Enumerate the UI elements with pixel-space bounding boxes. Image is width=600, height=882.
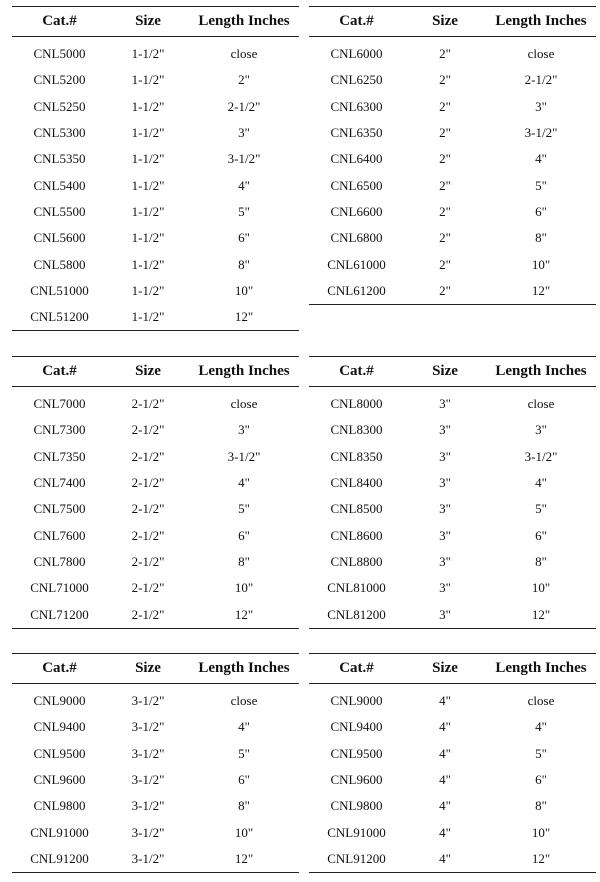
size-cell: 1-1/2" (131, 256, 165, 272)
table-row (12, 741, 299, 767)
size-cell: 1-1/2" (131, 46, 165, 62)
header-row (12, 7, 299, 37)
size-cell: 2-1/2" (107, 601, 189, 628)
header-row (309, 654, 596, 684)
cat-number-cell: CNL9800 (33, 798, 86, 814)
length-inches-cell: 8" (238, 256, 250, 272)
table-row (12, 417, 299, 443)
cat-number-cell: CNL81000 (327, 580, 386, 596)
length-inches-cell: 10" (531, 824, 551, 840)
length-inches-cell: 12" (189, 601, 299, 628)
cat-number-cell: CNL51200 (12, 304, 107, 331)
cat-number-cell: CNL91000 (30, 824, 89, 840)
cat-number-cell: CNL6400 (330, 151, 383, 167)
size-cell: 4" (439, 693, 451, 709)
table-row (12, 793, 299, 819)
length-inches-cell: 3-1/2" (227, 448, 261, 464)
cat-number-cell: CNL71200 (12, 601, 107, 628)
table-row (309, 94, 596, 120)
size-cell: 3-1/2" (131, 719, 165, 735)
table-row (12, 819, 299, 845)
size-cell: 3-1/2" (131, 798, 165, 814)
cat-number-cell: CNL5000 (33, 46, 86, 62)
size-cell: 1-1/2" (131, 282, 165, 298)
length-inches-cell: 3-1/2" (227, 151, 261, 167)
cat-number-cell: CNL8500 (330, 501, 383, 517)
cat-number-cell: CNL5300 (33, 125, 86, 141)
length-inches-cell: 3" (535, 98, 547, 114)
table-row (309, 793, 596, 819)
table-row (309, 601, 596, 628)
table-row (12, 549, 299, 575)
table-row (309, 741, 596, 767)
size-cell: 2-1/2" (131, 580, 165, 596)
size-header: Size (404, 357, 486, 387)
cat-number-cell: CNL5600 (33, 230, 86, 246)
table-row (12, 199, 299, 225)
length-inches-cell: 4" (535, 719, 547, 735)
length-inches-cell: close (230, 396, 258, 412)
length-inches-cell: 3-1/2" (524, 448, 558, 464)
cat-number-cell: CNL9800 (330, 798, 383, 814)
table-row (12, 387, 299, 418)
cat-number-cell: CNL8800 (330, 553, 383, 569)
length-inches-cell: 5" (535, 745, 547, 761)
table-row (309, 767, 596, 793)
size-header: Size (107, 654, 189, 684)
table-row (309, 846, 596, 873)
table-row (309, 684, 596, 715)
length-inches-cell: 6" (535, 203, 547, 219)
cat-number-cell: CNL5250 (33, 98, 86, 114)
cat-number-cell: CNL6350 (330, 125, 383, 141)
cat-number-cell: CNL9500 (330, 745, 383, 761)
cat-number-header: Cat.# (12, 357, 107, 387)
table-row (12, 304, 299, 331)
cat-number-header: Cat.# (309, 7, 404, 37)
cat-number-cell: CNL8300 (330, 422, 383, 438)
nipple-table-4-inch (309, 653, 596, 873)
table-row (12, 601, 299, 628)
cat-number-cell: CNL61000 (327, 256, 386, 272)
length-inches-cell: close (230, 46, 258, 62)
table-row (309, 199, 596, 225)
cat-number-cell: CNL7300 (33, 422, 86, 438)
cat-number-cell: CNL5400 (33, 177, 86, 193)
length-inches-cell: 12" (486, 846, 596, 873)
length-inches-cell: 12" (189, 846, 299, 873)
cat-number-cell: CNL61200 (309, 278, 404, 305)
table-row (12, 37, 299, 68)
table-row (12, 767, 299, 793)
table-row (309, 470, 596, 496)
cat-number-cell: CNL7000 (33, 396, 86, 412)
cat-number-cell: CNL7500 (33, 501, 86, 517)
cat-number-cell: CNL8600 (330, 527, 383, 543)
cat-number-cell: CNL51000 (30, 282, 89, 298)
size-cell: 3-1/2" (131, 772, 165, 788)
table-row (309, 575, 596, 601)
header-row (309, 357, 596, 387)
table-row (309, 549, 596, 575)
table-row (309, 225, 596, 251)
table-row (309, 120, 596, 146)
cat-number-cell: CNL81200 (309, 601, 404, 628)
cat-number-cell: CNL8000 (330, 396, 383, 412)
nipple-table-3-inch (309, 356, 596, 629)
table-row (12, 278, 299, 304)
length-inches-cell: 12" (486, 278, 596, 305)
size-cell: 3" (439, 553, 451, 569)
size-cell: 1-1/2" (131, 203, 165, 219)
size-header: Size (404, 7, 486, 37)
cat-number-cell: CNL5800 (33, 256, 86, 272)
length-inches-cell: close (527, 693, 555, 709)
size-cell: 4" (404, 846, 486, 873)
length-inches-cell: 12" (189, 304, 299, 331)
length-inches-cell: 6" (535, 527, 547, 543)
length-inches-cell: 4" (238, 475, 250, 491)
cat-number-cell: CNL7350 (33, 448, 86, 464)
cat-number-cell: CNL71000 (30, 580, 89, 596)
length-inches-cell: 3-1/2" (524, 125, 558, 141)
table-row (12, 522, 299, 548)
table-row (309, 444, 596, 470)
cat-number-cell: CNL6300 (330, 98, 383, 114)
cat-number-header: Cat.# (12, 7, 107, 37)
length-inches-header: Length Inches (486, 7, 596, 37)
length-inches-cell: 8" (535, 230, 547, 246)
cat-number-cell: CNL8350 (330, 448, 383, 464)
length-inches-header: Length Inches (189, 654, 299, 684)
table-row (309, 146, 596, 172)
size-cell: 2" (439, 203, 451, 219)
length-inches-cell: 12" (486, 601, 596, 628)
size-cell: 1-1/2" (107, 304, 189, 331)
length-inches-cell: 3" (535, 422, 547, 438)
length-inches-header: Length Inches (486, 357, 596, 387)
length-inches-header: Length Inches (189, 357, 299, 387)
size-cell: 3" (439, 396, 451, 412)
length-inches-cell: 2" (238, 72, 250, 88)
table-row (12, 684, 299, 715)
length-inches-cell: 5" (238, 203, 250, 219)
cat-number-cell: CNL7600 (33, 527, 86, 543)
size-cell: 2-1/2" (131, 501, 165, 517)
size-cell: 1-1/2" (131, 177, 165, 193)
table-row (309, 37, 596, 68)
size-cell: 1-1/2" (131, 98, 165, 114)
length-inches-cell: 2-1/2" (227, 98, 261, 114)
cat-number-cell: CNL6600 (330, 203, 383, 219)
size-header: Size (107, 357, 189, 387)
table-row (309, 714, 596, 740)
size-cell: 2-1/2" (131, 422, 165, 438)
cat-number-cell: CNL7400 (33, 475, 86, 491)
length-inches-cell: 8" (238, 798, 250, 814)
cat-number-cell: CNL9400 (33, 719, 86, 735)
header-row (12, 357, 299, 387)
size-cell: 3" (439, 527, 451, 543)
size-cell: 1-1/2" (131, 151, 165, 167)
table-row (12, 67, 299, 93)
cat-number-cell: CNL7800 (33, 553, 86, 569)
table-row (12, 146, 299, 172)
size-cell: 2" (439, 177, 451, 193)
length-inches-cell: 5" (238, 745, 250, 761)
cat-number-cell: CNL6250 (330, 72, 383, 88)
cat-number-cell: CNL9600 (33, 772, 86, 788)
table-row (12, 846, 299, 873)
table-row (12, 444, 299, 470)
nipple-table-1-1-2-inch (12, 6, 299, 331)
size-cell: 1-1/2" (131, 230, 165, 246)
cat-number-cell: CNL91200 (12, 846, 107, 873)
length-inches-cell: 10" (234, 580, 254, 596)
size-cell: 2" (439, 230, 451, 246)
size-cell: 4" (439, 719, 451, 735)
size-cell: 2" (439, 46, 451, 62)
table-row (12, 496, 299, 522)
length-inches-cell: 10" (531, 256, 551, 272)
length-inches-cell: 5" (535, 501, 547, 517)
length-inches-cell: 8" (238, 553, 250, 569)
length-inches-cell: 5" (535, 177, 547, 193)
nipple-table-3-1-2-inch (12, 653, 299, 873)
size-cell: 2-1/2" (131, 396, 165, 412)
length-inches-cell: 6" (535, 772, 547, 788)
size-cell: 3-1/2" (131, 824, 165, 840)
length-inches-cell: close (230, 693, 258, 709)
cat-number-cell: CNL6000 (330, 46, 383, 62)
cat-number-cell: CNL5350 (33, 151, 86, 167)
size-cell: 4" (439, 798, 451, 814)
cat-number-cell: CNL9500 (33, 745, 86, 761)
size-cell: 2-1/2" (131, 475, 165, 491)
length-inches-cell: 4" (238, 719, 250, 735)
table-row (309, 387, 596, 418)
cat-number-cell: CNL9400 (330, 719, 383, 735)
table-row (12, 714, 299, 740)
cat-number-cell: CNL91000 (327, 824, 386, 840)
size-cell: 3-1/2" (107, 846, 189, 873)
size-header: Size (107, 7, 189, 37)
length-inches-cell: close (527, 46, 555, 62)
length-inches-cell: 6" (238, 527, 250, 543)
length-inches-cell: 10" (234, 824, 254, 840)
cat-number-cell: CNL6800 (330, 230, 383, 246)
table-row (12, 172, 299, 198)
size-cell: 2" (439, 256, 451, 272)
size-cell: 3-1/2" (131, 745, 165, 761)
table-row (12, 225, 299, 251)
size-cell: 2" (439, 98, 451, 114)
table-row (309, 417, 596, 443)
length-inches-cell: 4" (535, 475, 547, 491)
length-inches-header: Length Inches (189, 7, 299, 37)
table-row (12, 575, 299, 601)
cat-number-cell: CNL91200 (309, 846, 404, 873)
length-inches-cell: 4" (238, 177, 250, 193)
size-cell: 2" (439, 151, 451, 167)
table-row (309, 278, 596, 305)
cat-number-header: Cat.# (309, 654, 404, 684)
length-inches-cell: 5" (238, 501, 250, 517)
table-row (12, 120, 299, 146)
cat-number-header: Cat.# (12, 654, 107, 684)
length-inches-cell: 4" (535, 151, 547, 167)
length-inches-cell: 10" (234, 282, 254, 298)
length-inches-cell: 2-1/2" (524, 72, 558, 88)
cat-number-cell: CNL9000 (33, 693, 86, 709)
header-row (309, 7, 596, 37)
size-cell: 2" (439, 125, 451, 141)
size-header: Size (404, 654, 486, 684)
size-cell: 2" (439, 72, 451, 88)
table-row (309, 172, 596, 198)
table-row (309, 819, 596, 845)
table-row (309, 522, 596, 548)
size-cell: 4" (439, 772, 451, 788)
length-inches-header: Length Inches (486, 654, 596, 684)
table-row (309, 496, 596, 522)
size-cell: 2-1/2" (131, 527, 165, 543)
cat-number-cell: CNL9000 (330, 693, 383, 709)
length-inches-cell: close (527, 396, 555, 412)
length-inches-cell: 6" (238, 772, 250, 788)
size-cell: 3" (404, 601, 486, 628)
cat-number-cell: CNL6500 (330, 177, 383, 193)
size-cell: 4" (439, 824, 451, 840)
table-row (12, 94, 299, 120)
size-cell: 2-1/2" (131, 553, 165, 569)
table-row (12, 470, 299, 496)
cat-number-header: Cat.# (309, 357, 404, 387)
length-inches-cell: 10" (531, 580, 551, 596)
size-cell: 3" (439, 422, 451, 438)
size-cell: 2" (404, 278, 486, 305)
nipple-table-2-1-2-inch (12, 356, 299, 629)
header-row (12, 654, 299, 684)
size-cell: 1-1/2" (131, 125, 165, 141)
length-inches-cell: 3" (238, 422, 250, 438)
table-row (12, 251, 299, 277)
size-cell: 3" (439, 475, 451, 491)
cat-number-cell: CNL5500 (33, 203, 86, 219)
cat-number-cell: CNL5200 (33, 72, 86, 88)
size-cell: 3" (439, 501, 451, 517)
size-cell: 4" (439, 745, 451, 761)
size-cell: 3" (439, 580, 451, 596)
cat-number-cell: CNL9600 (330, 772, 383, 788)
table-row (309, 67, 596, 93)
size-cell: 2-1/2" (131, 448, 165, 464)
length-inches-cell: 8" (535, 798, 547, 814)
size-cell: 3" (439, 448, 451, 464)
size-cell: 3-1/2" (131, 693, 165, 709)
length-inches-cell: 6" (238, 230, 250, 246)
size-cell: 1-1/2" (131, 72, 165, 88)
cat-number-cell: CNL8400 (330, 475, 383, 491)
length-inches-cell: 8" (535, 553, 547, 569)
table-row (309, 251, 596, 277)
length-inches-cell: 3" (238, 125, 250, 141)
nipple-table-2-inch (309, 6, 596, 305)
